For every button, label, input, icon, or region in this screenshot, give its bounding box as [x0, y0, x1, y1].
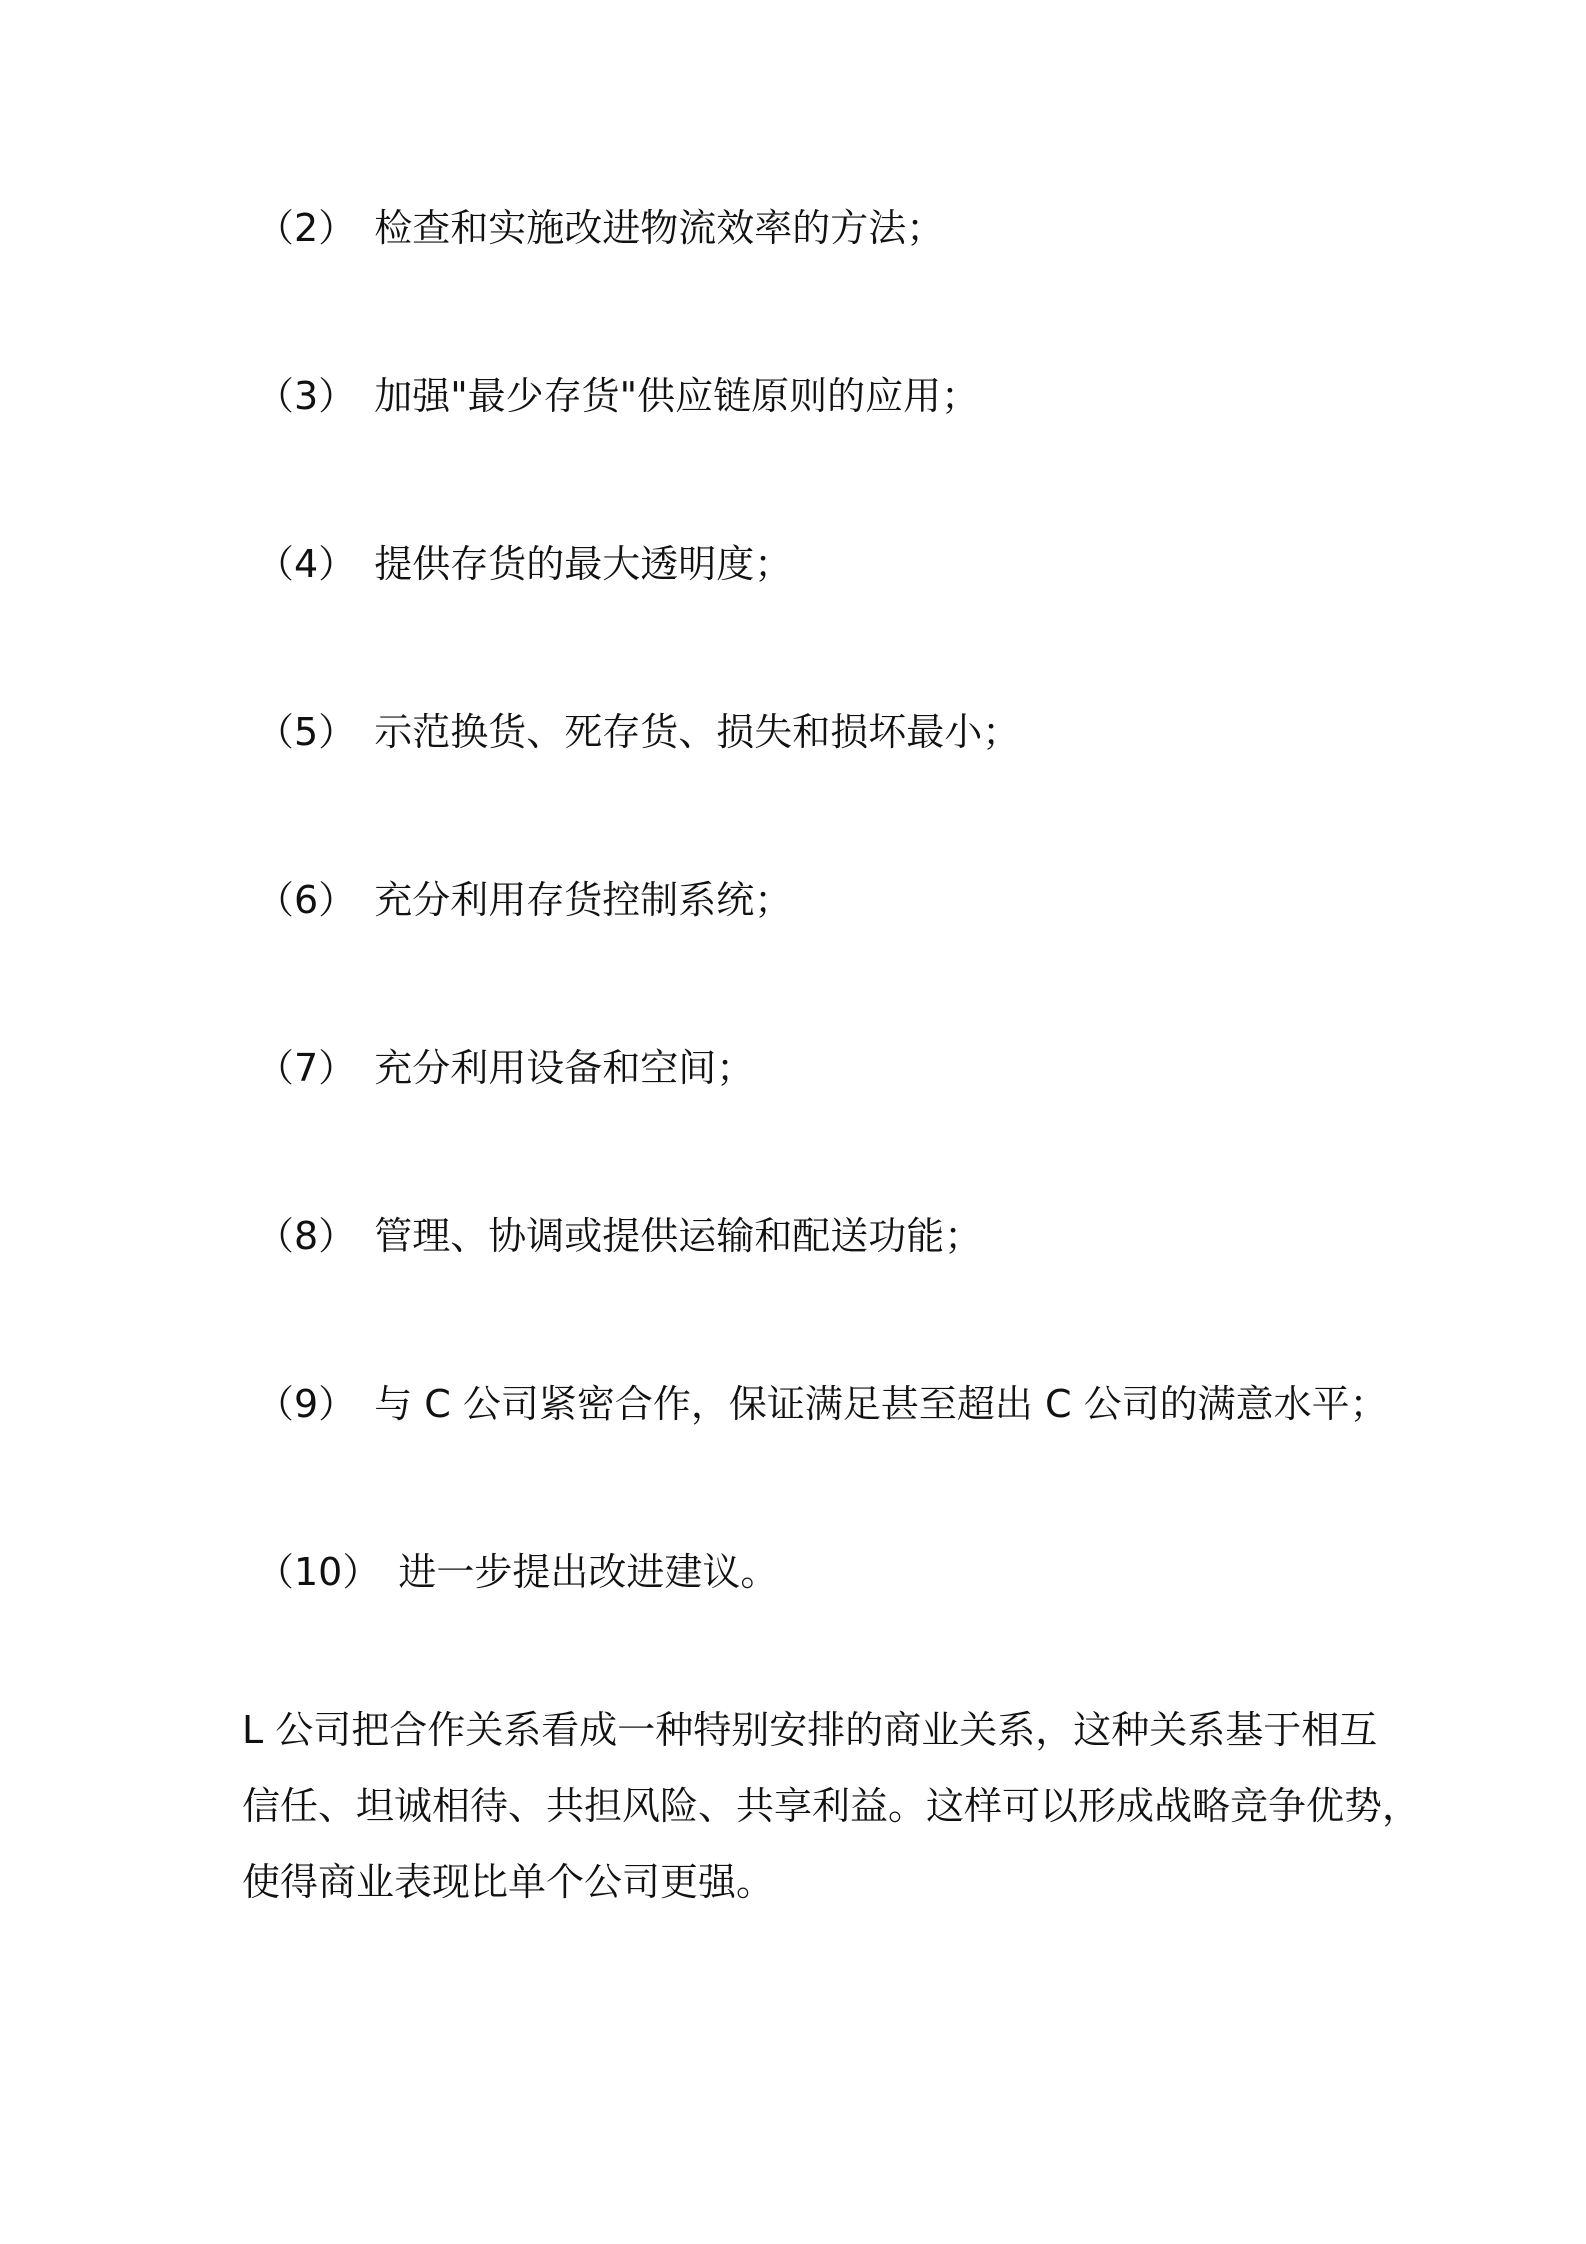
list-item-number: （8） [256, 1214, 357, 1258]
list-item-number: （6） [256, 878, 357, 922]
list-item-text: 示范换货、死存货、损失和损坏最小； [374, 710, 1021, 754]
list-item-text: 管理、协调或提供运输和配送功能； [374, 1214, 983, 1258]
list-item [256, 198, 944, 258]
list-item [256, 702, 1020, 762]
list-item-number: （10） [256, 1550, 381, 1594]
list-item [256, 870, 792, 930]
list-item-text: 加强"最少存货"供应链原则的应用； [374, 374, 980, 418]
list-item-number: （9） [256, 1382, 357, 1426]
list-item-text: 充分利用存货控制系统； [374, 878, 793, 922]
list-item-text: 提供存货的最大透明度； [374, 542, 793, 586]
list-item-number: （7） [256, 1046, 357, 1090]
list-item-number: （2） [256, 206, 357, 250]
paragraph-line: 信任、坦诚相待、共担风险、共享利益。这样可以形成战略竞争优势， [242, 1784, 1421, 1828]
list-item-number: （5） [256, 710, 357, 754]
list-item [256, 1374, 1388, 1434]
list-item-text: 与 C 公司紧密合作，保证满足甚至超出 C 公司的满意水平； [374, 1382, 1388, 1426]
list-item-text: 进一步提出改进建议。 [398, 1550, 779, 1594]
list-item [256, 366, 979, 426]
paragraph-line: L 公司把合作关系看成一种特别安排的商业关系，这种关系基于相互 [242, 1708, 1378, 1752]
list-item [256, 534, 792, 594]
list-item-text: 检查和实施改进物流效率的方法； [374, 206, 945, 250]
body-paragraph [242, 1692, 1421, 1920]
paragraph-line: 使得商业表现比单个公司更强。 [242, 1860, 775, 1904]
list-item [256, 1206, 982, 1266]
list-item [256, 1038, 754, 1098]
list-item-text: 充分利用设备和空间； [374, 1046, 755, 1090]
list-item-number: （3） [256, 374, 357, 418]
list-item-number: （4） [256, 542, 357, 586]
list-item [256, 1542, 778, 1602]
